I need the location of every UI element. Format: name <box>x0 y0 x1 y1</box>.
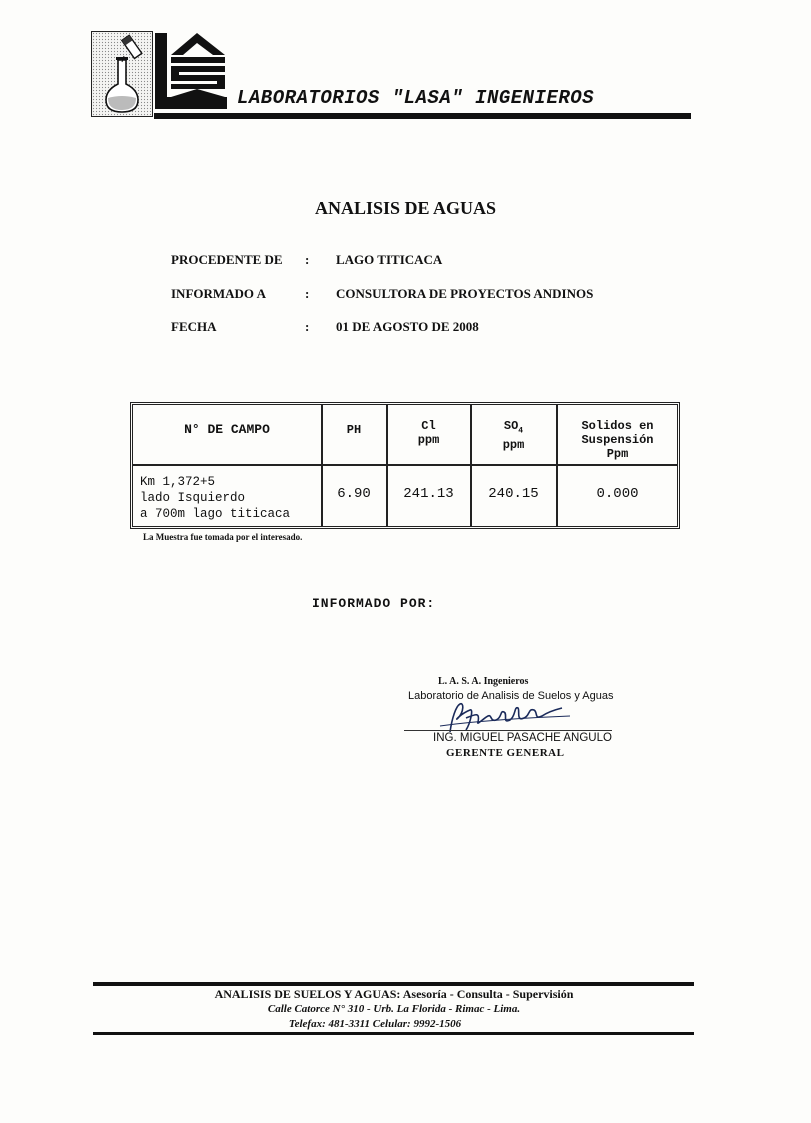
header-solidos <box>557 419 678 461</box>
cell-ph: 6.90 <box>337 486 371 502</box>
info-colon: : <box>305 252 310 267</box>
header-cl-unit: ppm <box>417 433 440 447</box>
footer-divider-bottom <box>93 1032 694 1035</box>
footer-address: Calle Catorce N° 310 - Urb. La Florida - Rimac - Lima. <box>267 1003 521 1015</box>
info-colon: : <box>305 286 310 301</box>
info-label-procedente: PROCEDENTE DE <box>171 252 283 267</box>
header-so4-subscript: 4 <box>518 426 524 436</box>
cell-cl: 241.13 <box>403 486 454 502</box>
header-so4-label: SO <box>503 419 519 433</box>
cell-so4: 240.15 <box>488 486 539 502</box>
info-colon: : <box>305 319 310 334</box>
company-name: LABORATORIOS "LASA" INGENIEROS <box>237 87 595 109</box>
cell-campo <box>140 474 290 522</box>
header-campo: N° DE CAMPO <box>184 422 270 437</box>
header-solidos-line3: Ppm <box>606 447 629 461</box>
header-solidos-line1: Solidos en <box>581 419 654 433</box>
info-label-informado: INFORMADO A <box>171 286 266 301</box>
document-title: ANALISIS DE AGUAS <box>314 198 497 218</box>
footer-phones: Telefax: 481-3311 Celular: 9992-1506 <box>288 1018 462 1030</box>
signature-company: L. A. S. A. Ingenieros <box>438 676 529 687</box>
table-note: La Muestra fue tomada por el interesado. <box>143 532 303 542</box>
cell-campo-line2: lado Isquierdo <box>140 491 246 505</box>
lasa-logo-mark <box>155 33 227 109</box>
header-so4 <box>471 419 556 452</box>
header-cl <box>387 419 470 447</box>
signature-lab: Laboratorio de Analisis de Suelos y Aguas <box>408 690 614 702</box>
header-divider <box>154 113 691 119</box>
footer-divider-top <box>93 982 694 986</box>
info-value-fecha: 01 DE AGOSTO DE 2008 <box>336 319 479 334</box>
informado-por-label: INFORMADO POR: <box>312 596 436 611</box>
info-value-informado: CONSULTORA DE PROYECTOS ANDINOS <box>336 286 594 301</box>
cell-solidos: 0.000 <box>596 486 639 502</box>
info-label-fecha: FECHA <box>171 319 217 334</box>
signature-role: GERENTE GENERAL <box>446 747 565 759</box>
footer-services: ANALISIS DE SUELOS Y AGUAS: Asesoría - Consulta - Supervisión <box>214 987 574 1001</box>
signature-name: ING. MIGUEL PASACHE ANGULO <box>433 732 612 744</box>
signature-line <box>404 730 612 731</box>
header-so4-unit: ppm <box>502 438 525 453</box>
flask-logo-icon <box>91 31 153 117</box>
header-ph: PH <box>346 423 362 437</box>
header-cl-label: Cl <box>421 419 436 433</box>
cell-campo-line1: Km 1,372+5 <box>140 475 216 489</box>
header-solidos-line2: Suspensión <box>581 433 654 447</box>
results-table <box>130 402 680 529</box>
info-value-procedente: LAGO TITICACA <box>336 252 443 267</box>
cell-campo-line3: a 700m lago titicaca <box>140 507 291 521</box>
